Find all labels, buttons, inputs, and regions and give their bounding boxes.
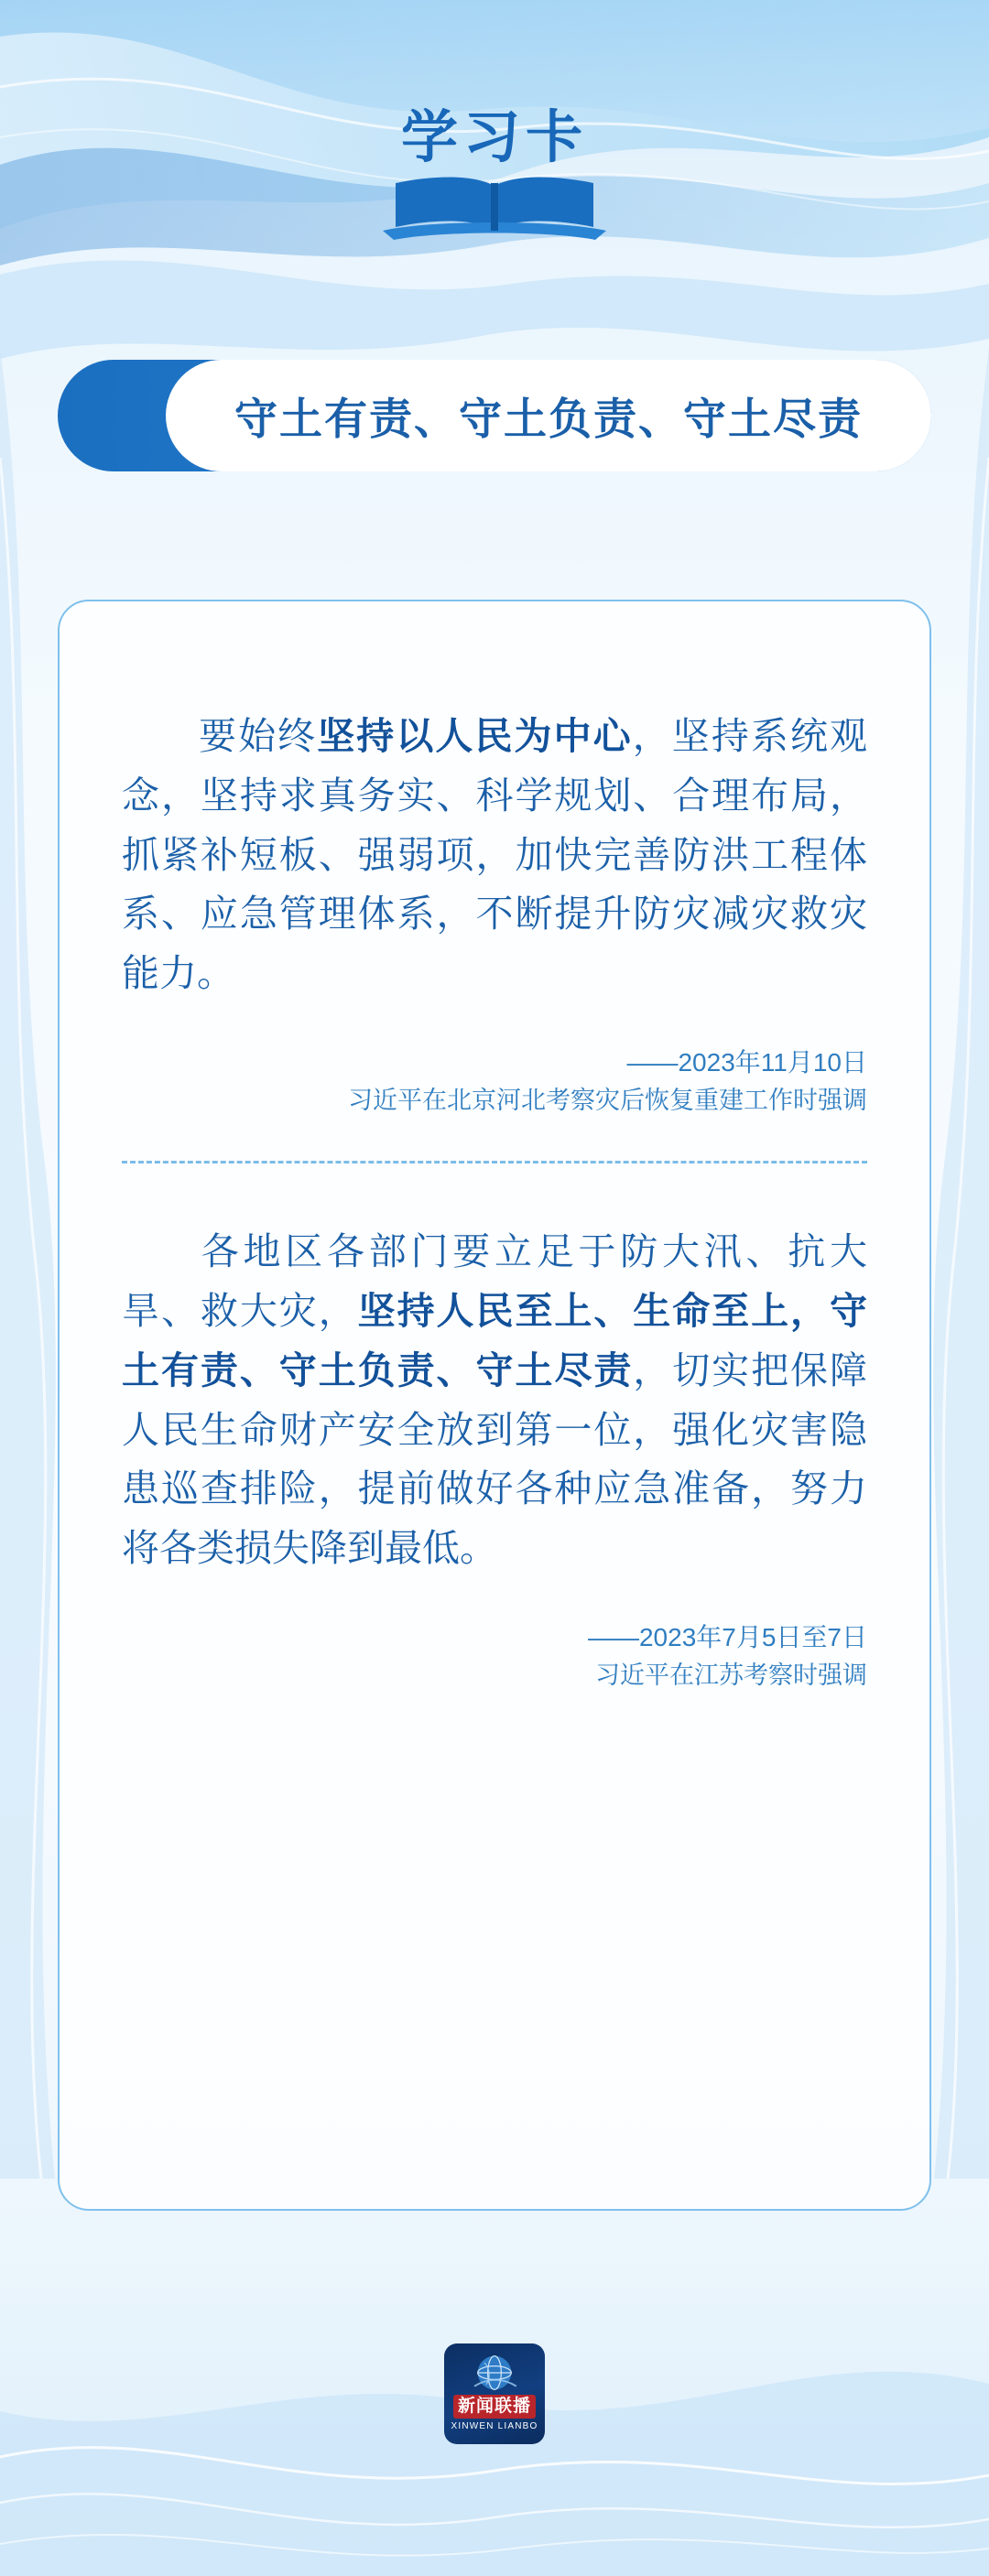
badge-title-cn: 新闻联播	[453, 2395, 536, 2419]
globe-icon	[469, 2353, 520, 2393]
quote-attribution-1	[122, 1044, 867, 1120]
badge-title-en: XINWEN LIANBO	[451, 2420, 538, 2431]
page-title-bar	[58, 360, 931, 471]
open-book-icon	[375, 172, 614, 240]
brand-logo	[0, 107, 989, 240]
quote-source-2: 习近平在江苏考察时强调	[595, 1661, 867, 1689]
quote-block-2	[60, 1164, 929, 1694]
quote-date-1: ——2023年11月10日	[626, 1047, 867, 1077]
brand-logo-text: 学习卡	[400, 107, 588, 169]
quote-text-2: 各地区各部门要立足于防大汛、抗大旱、救大灾，坚持人民至上、生命至上，守土有责、守土负责、守土尽责，切实把保障人民生命财产安全放到第一位，强化灾害隐患巡查排险，提前做好各种应急准备，努力将各类损失降到最低。	[122, 1230, 868, 1570]
quotes-card	[58, 600, 931, 2211]
quote-source-1: 习近平在北京河北考察灾后恢复重建工作时强调	[348, 1086, 867, 1114]
quote-text-1: 要始终坚持以人民为中心，坚持系统观念，坚持求真务实、科学规划、合理布局，抓紧补短板、强弱项，加快完善防洪工程体系、应急管理体系，不断提升防灾减灾救灾能力。	[122, 715, 868, 995]
quote-date-2: ——2023年7月5日至7日	[587, 1622, 867, 1651]
page-title: 守土有责、守土负责、守土尽责	[234, 394, 863, 443]
quote-attribution-2	[122, 1618, 867, 1694]
quote-block-1	[60, 601, 929, 1119]
xinwen-lianbo-badge	[444, 2343, 545, 2444]
